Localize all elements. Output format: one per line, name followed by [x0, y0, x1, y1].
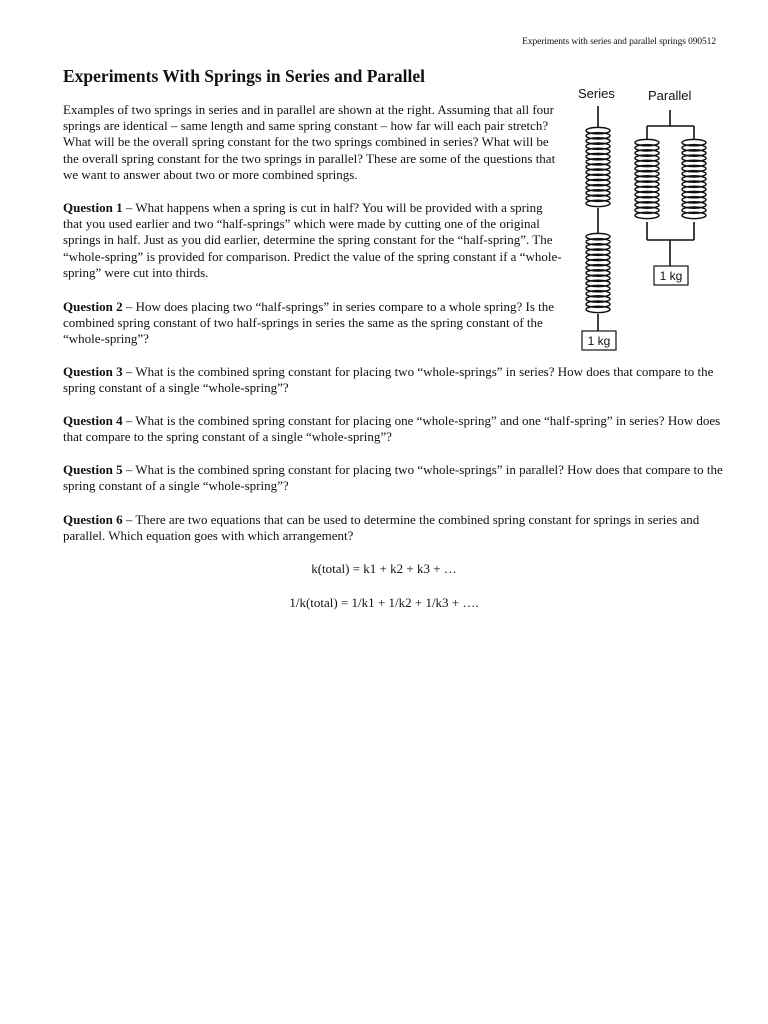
question-6-label: Question 6 [63, 512, 123, 527]
parallel-spring-left [635, 139, 659, 218]
question-3 [63, 364, 723, 396]
question-3-label: Question 3 [63, 364, 123, 379]
equation-reciprocal: 1/k(total) = 1/k1 + 1/k2 + 1/k3 + …. [289, 595, 479, 610]
page-title: Experiments With Springs in Series and Parallel [63, 66, 426, 86]
parallel-mass-label: 1 kg [659, 269, 683, 283]
question-3-text: – What is the combined spring constant for placing two “whole-springs” in series? How does that compare to the spring constant of a single “whole-spring”? [63, 364, 714, 396]
question-5 [63, 462, 723, 494]
question-5-label: Question 5 [63, 462, 123, 477]
question-2-label: Question 2 [63, 299, 123, 314]
parallel-label: Parallel [648, 88, 692, 103]
question-2-text: – How does placing two “half-springs” in series compare to a whole spring? Is the combined spring constant of two half-springs in series the same as the spring constant of the “whole-spring”? [63, 299, 555, 347]
question-1 [63, 200, 563, 281]
equation-sum: k(total) = k1 + k2 + k3 + … [311, 561, 457, 576]
question-4-text: – What is the combined spring constant for placing one “whole-spring” and one “half-spring” in series? How does that compare to the spring constant of a single “whole-spring”? [63, 413, 721, 445]
question-6-text: – There are two equations that can be used to determine the combined spring constant for springs in series and parallel. Which equation goes with which arrangement? [63, 512, 700, 544]
question-1-label: Question 1 [63, 200, 123, 215]
question-5-text: – What is the combined spring constant for placing two “whole-springs” in parallel? How does that compare to the spring constant of a single “whole-spring”? [63, 462, 723, 494]
series-spring-lower [586, 233, 610, 312]
series-label: Series [578, 86, 615, 101]
question-2 [63, 299, 563, 348]
parallel-spring-right [682, 139, 706, 218]
intro-paragraph: Examples of two springs in series and in parallel are shown at the right. Assuming that all four springs are identical – same length and same spring constant – how far will each pair stretch? What will be the overall spring constant for the two springs combined in series? What will be the overall spring constant for the two springs in parallel? These are some of the questions that we want to answer about two or more combined springs. [63, 102, 556, 182]
springs-diagram [570, 82, 710, 357]
question-1-text: – What happens when a spring is cut in half? You will be provided with a spring that you used earlier and two “half-springs” which were made by cutting one of the original springs in half. Just as you did earlier, determine the spring constant for the “half-spring”. The “whole-spring” is provided for comparison. Predict the value of the spring constant if a “whole-spring” were cut into thirds. [63, 200, 562, 280]
series-mass-label: 1 kg [587, 334, 611, 348]
question-6 [63, 512, 723, 544]
question-4-label: Question 4 [63, 413, 123, 428]
series-spring-upper [586, 127, 610, 206]
page-header: Experiments with series and parallel springs 090512 [522, 37, 716, 47]
question-4 [63, 413, 723, 445]
